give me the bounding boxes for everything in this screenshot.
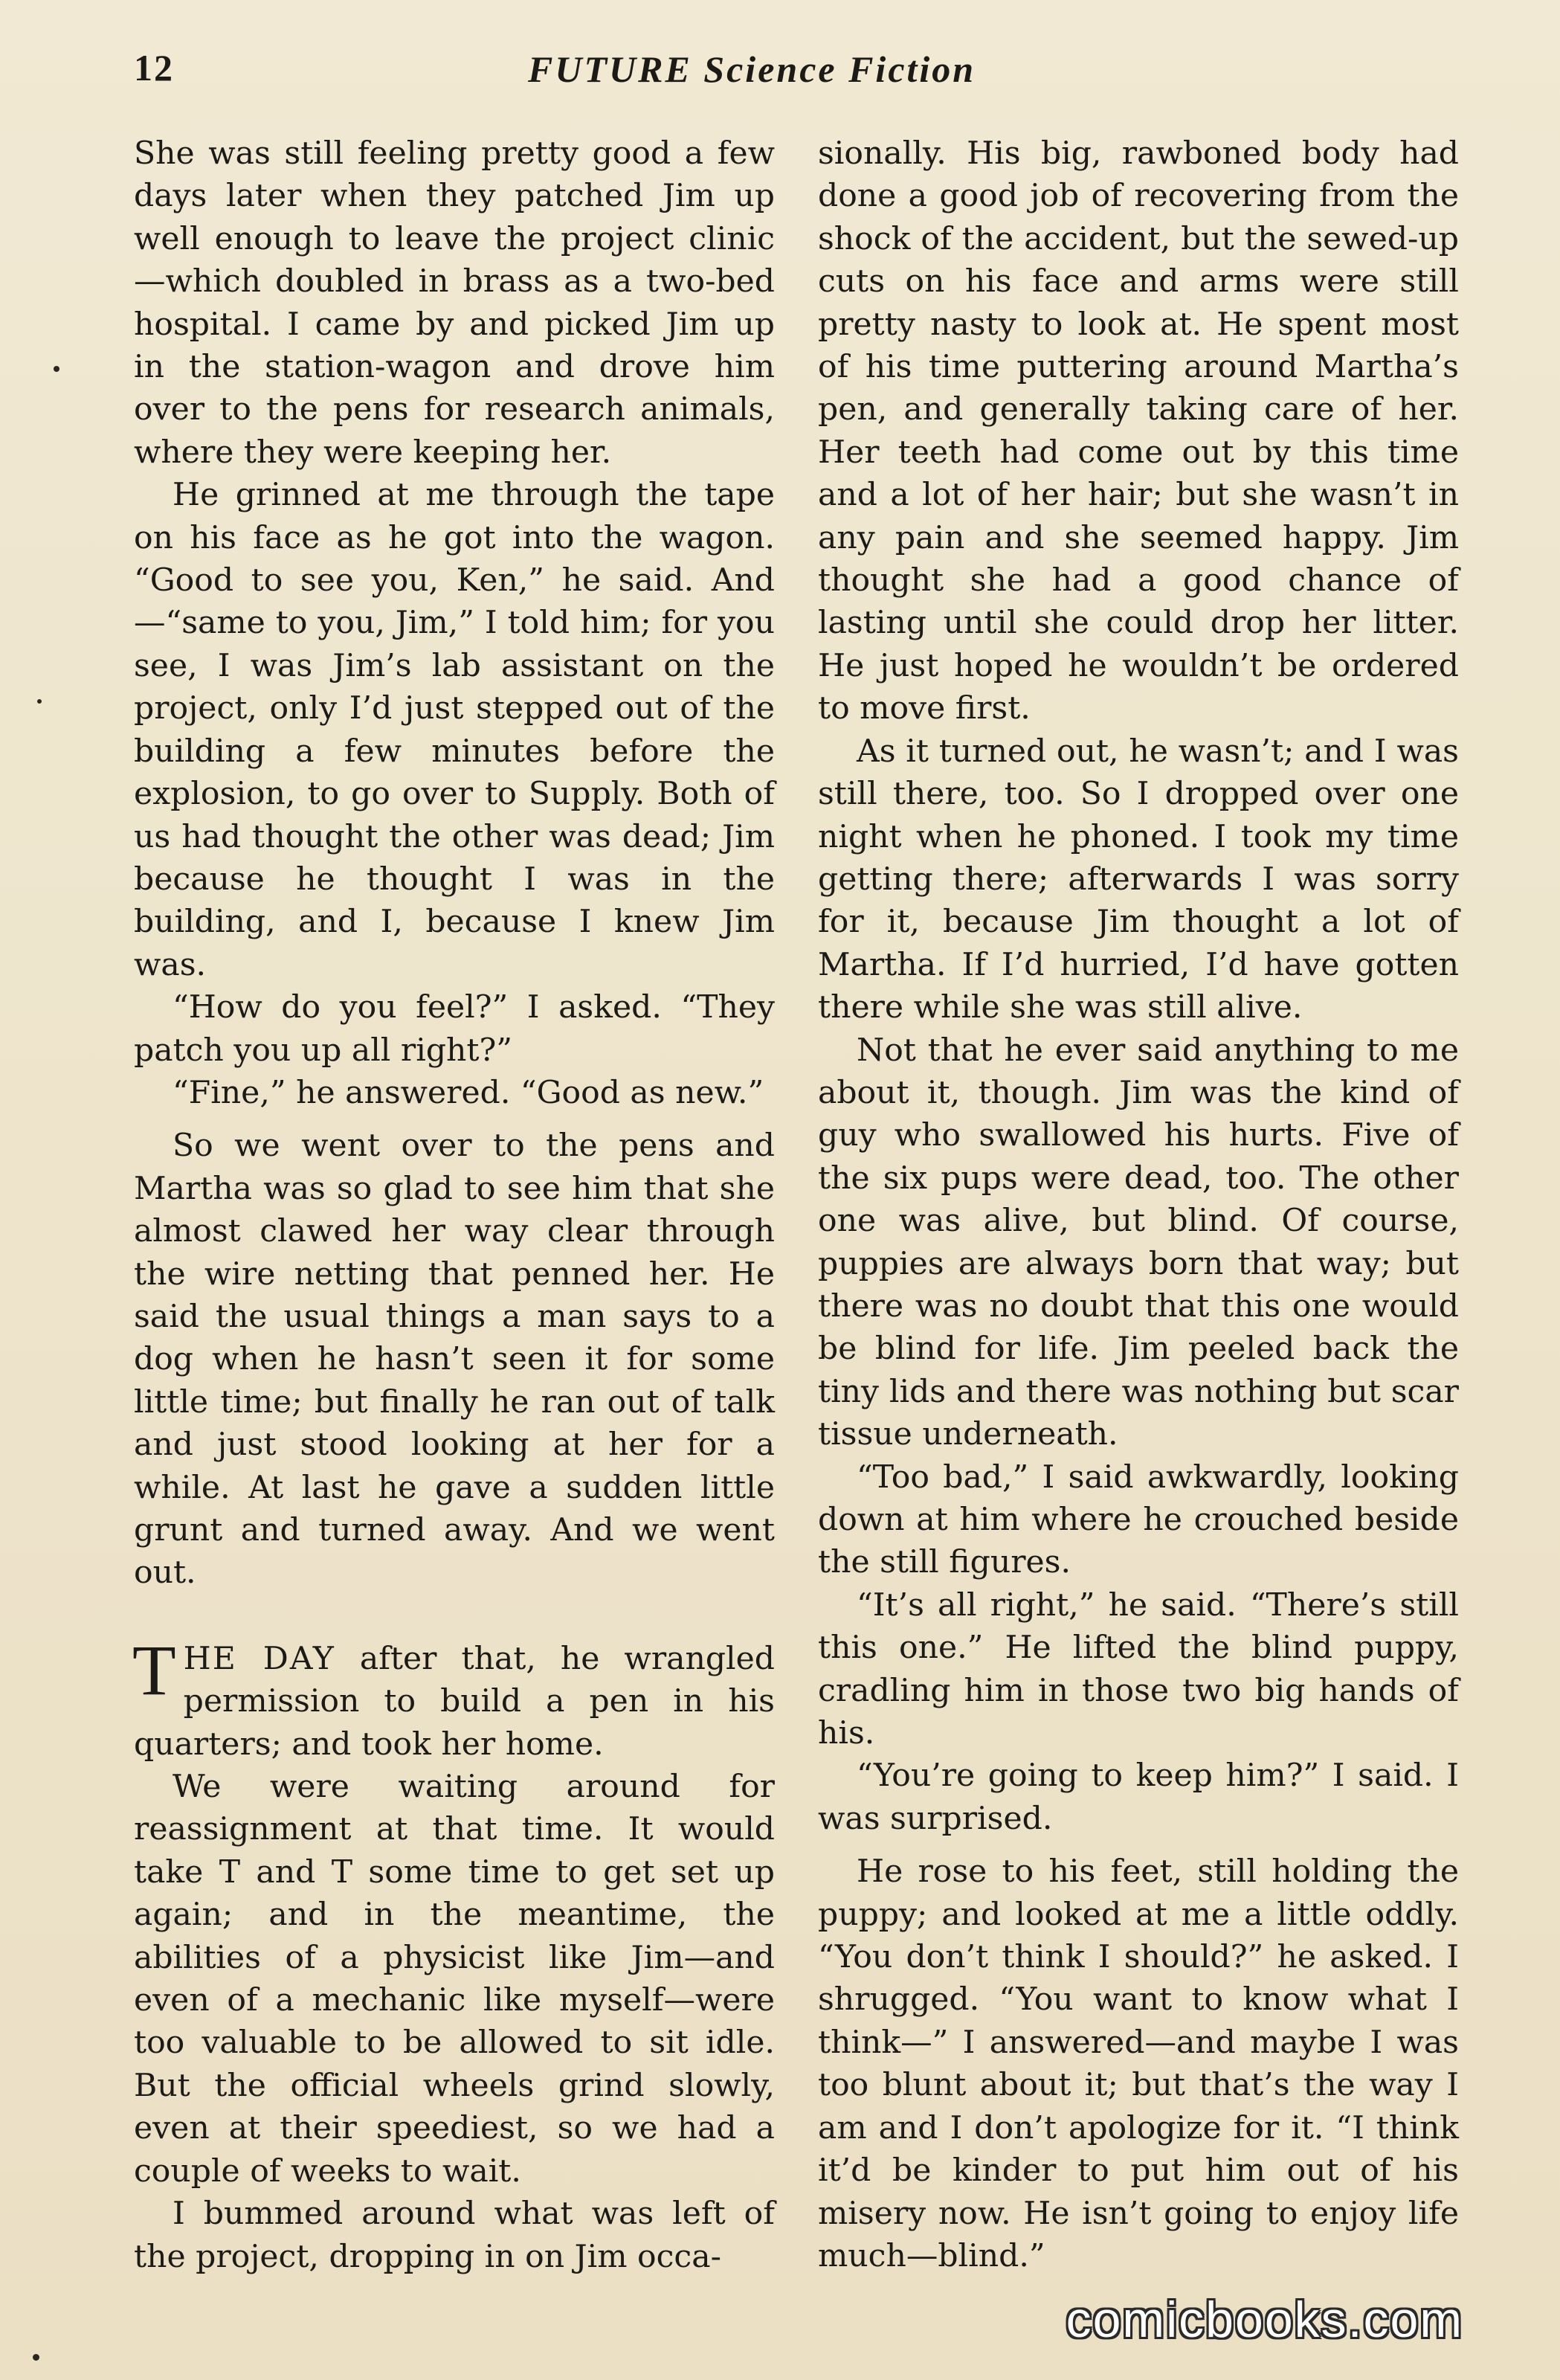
- paragraph: He rose to his feet, still holding the puppy; and looked at me a little oddly. “You don’t think I should?” he asked. I shrugged. “You want to know what I think—” I answered—and maybe I was too blunt about it; but that’s the way I am and I don’t apologize for it. “I think it’d be kinder to put him out of his misery now. He isn’t going to enjoy life much—blind.”: [818, 1853, 1459, 2274]
- paragraph: So we went over to the pens and Martha was so glad to see him that she almost clawed her way clear through the wire netting that penned her. He said the usual things a man says to a dog when he hasn’t seen it for some little time; but finally he ran out of talk and just stood looking at her for a while. At last he gave a sudden little grunt and turned away. And we went out.: [134, 1128, 775, 1592]
- paper-speck: [37, 699, 42, 704]
- drop-cap: T: [132, 1630, 176, 1710]
- watermark-logo: comicbooks.com: [1066, 2291, 1463, 2348]
- section-text: after that, he wrangled permission to build a pen in his quarters; and took her home.: [134, 1640, 775, 1763]
- paragraph: Not that he ever said anything to me about it, though. Jim was the kind of guy who swallowed his hurts. Five of the six pups were dead, too. The other one was alive, but blind. Of course, puppies are always born that way; but there was no doubt that this one would be blind for life. Jim peeled back the tiny lids and there was nothing but scar tissue underneath.: [818, 1032, 1459, 1453]
- paragraph: “Fine,” he answered. “Good as new.”: [173, 1074, 764, 1111]
- paragraph: We were waiting around for reassignment at that time. It would take T and T some time to get set up again; and in the meantime, the abilities of a physicist like Jim—and even of a mechanic like myself—were too valuable to be allowed to sit idle. But the official wheels grind slowly, even at their speediest, so we had a couple of weeks to wait.: [134, 1769, 775, 2190]
- paragraph: He grinned at me through the tape on his face as he got into the wagon. “Good to see you, Ken,” he said. And—“same to you, Jim,” I told him; for you see, I was Jim’s lab assistant on the project, only I’d just stepped out of the building a few minutes before the explosion, to go over to Supply. Both of us had thought the other was dead; Jim because he thought I was in the building, and I, because I knew Jim was.: [134, 477, 775, 983]
- magazine-title: FUTURE Science Fiction: [528, 48, 976, 90]
- paragraph: “How do you feel?” I asked. “They patch you up all right?”: [134, 989, 775, 1069]
- right-column: [818, 132, 1459, 2277]
- left-column: [134, 132, 775, 2278]
- paragraph: sionally. His big, rawboned body had done a good job of recovering from the shock of the accident, but the sewed-up cuts on his face and arms were still pretty nasty to look at. He spent most of his time puttering around Martha’s pen, and generally taking care of her. Her teeth had come out by this time and a lot of her hair; but she wasn’t in any pain and she seemed happy. Jim thought she had a good chance of lasting until she could drop her litter. He just hoped he wouldn’t be ordered to move first.: [818, 135, 1459, 727]
- page-number: 12: [134, 47, 174, 89]
- paragraph: “You’re going to keep him?” I said. I was surprised.: [818, 1757, 1459, 1837]
- paragraph: She was still feeling pretty good a few days later when they patched Jim up well enough to leave the project clinic—which doubled in brass as a two-bed hospital. I came by and picked Jim up in the station-wagon and drove him over to the pens for research animals, where they were keeping her.: [134, 135, 775, 471]
- paper-speck: [33, 2354, 39, 2361]
- section-lead-in: HE DAY: [183, 1640, 335, 1677]
- paragraph: “Too bad,” I said awkwardly, looking down at him where he crouched beside the still figures.: [818, 1458, 1459, 1581]
- paper-speck: [54, 366, 59, 372]
- paragraph: “It’s all right,” he said. “There’s still this one.” He lifted the blind puppy, cradling him in those two big hands of his.: [818, 1586, 1459, 1752]
- paragraph: As it turned out, he wasn’t; and I was still there, too. So I dropped over one night when he phoned. I took my time getting there; afterwards I was sorry for it, because Jim thought a lot of Martha. If I’d hurried, I’d have gotten there while she was still alive.: [818, 733, 1459, 1026]
- section-opening-paragraph: [132, 1630, 775, 1766]
- paragraph: I bummed around what was left of the project, dropping in on Jim occa-: [134, 2196, 775, 2275]
- page-header: [134, 46, 1471, 106]
